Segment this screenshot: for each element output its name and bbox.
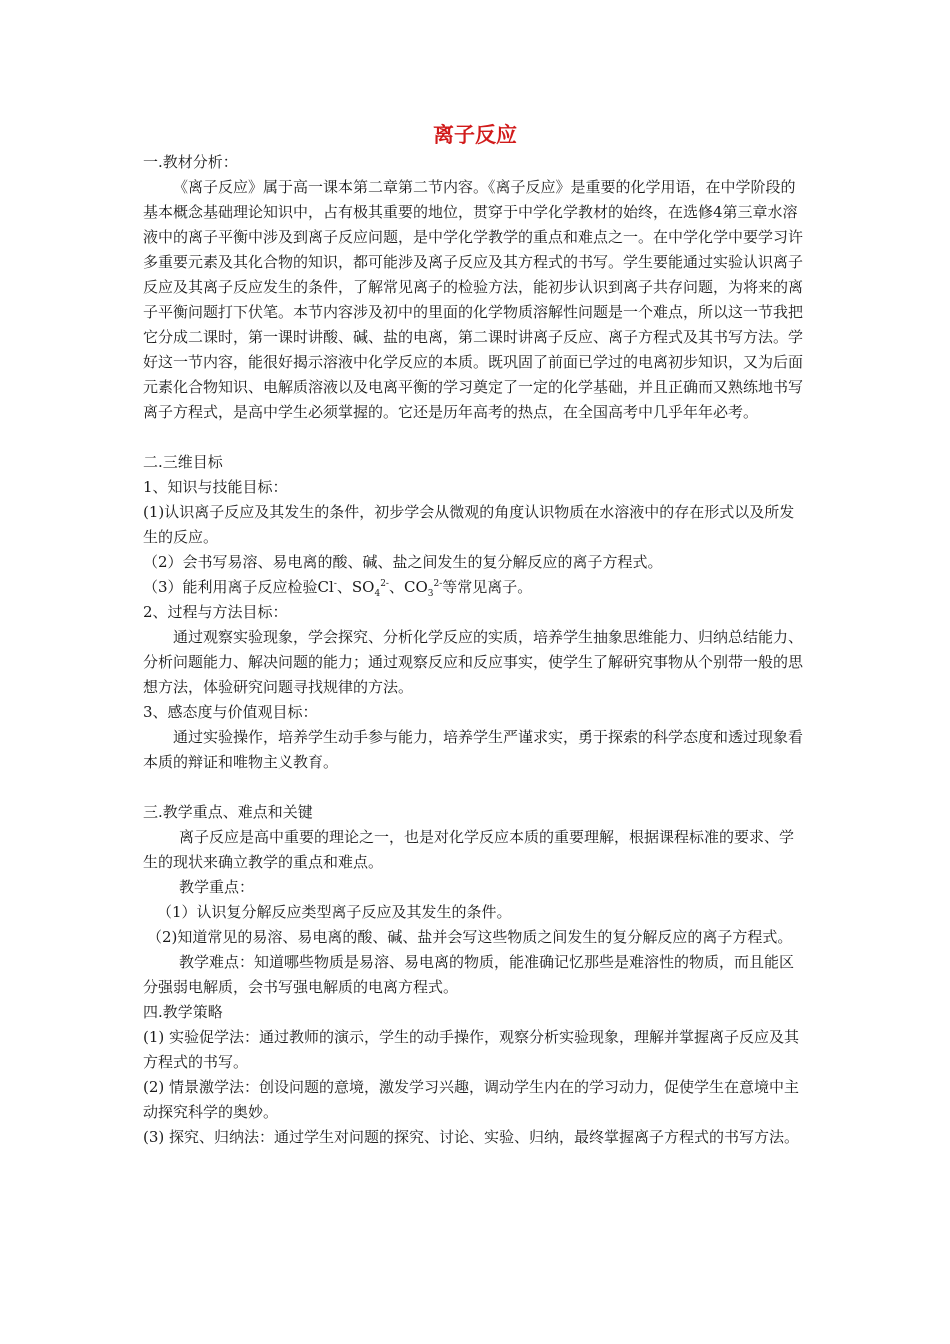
- section-3-paragraph: 离子反应是高中重要的理论之一，也是对化学反应本质的重要理解，根据课程标准的要求、学生的现状来确立教学的重点和难点。: [143, 828, 795, 871]
- process-goal-paragraph: 通过观察实验现象，学会探究、分析化学反应的实质，培养学生抽象思维能力、归纳总结能力、分析问题能力、解决问题的能力；通过观察反应和反应事实，使学生了解研究事物从个别带一般的思想方法，体验研究问题寻找规律的方法。: [143, 628, 804, 696]
- attitude-goal-paragraph: 通过实验操作，培养学生动手参与能力，培养学生严谨求实，勇于探索的科学态度和透过现象看本质的辩证和唯物主义教育。: [143, 728, 804, 771]
- knowledge-goal-item-3: （3）能利用离子反应检验Cl-、$SO_4^{2-}$、$CO_3^{2-}$等常见离子。: [143, 578, 533, 599]
- section-1-paragraph: 《离子反应》属于高一课本第二章第二节内容。《离子反应》是重要的化学用语，在中学阶段的基本概念基础理论知识中，占有极其重要的地位，贯穿于中学化学教材的始终，在选修4第三章水溶液中的离子平衡中涉及到离子反应问题，是中学化学教学的重点和难点之一。在中学化学中要学习许多重要元素及其化合物的知识，都可能涉及离子反应及其方程式的书写。学生要能通过实验认识离子反应及其离子反应发生的条件，了解常见离子的检验方法，能初步认识到离子共存问题，为将来的离子平衡问题打下伏笔。本节内容涉及初中的里面的化学物质溶解性问题是一个难点，所以这一节我把它分成二课时，第一课时讲酸、碱、盐的电离，第二课时讲离子反应、离子方程式及其书写方法。学好这一节内容，能很好揭示溶液中化学反应的本质。既巩固了前面已学过的电离初步知识，又为后面元素化合物知识、电解质溶液以及电离平衡的学习奠定了一定的化学基础，并且正确而又熟练地书写离子方程式，是高中学生必须掌握的。它还是历年高考的热点，在全国高考中几乎年年必考。: [143, 178, 804, 421]
- knowledge-goal-heading: 1、知识与技能目标：: [143, 478, 288, 496]
- knowledge-goal-item-1: (1)认识离子反应及其发生的条件，初步学会从微观的角度认识物质在水溶液中的存在形式以及所发生的反应。: [143, 503, 795, 546]
- teaching-difficulty: 教学难点：知道哪些物质是易溶、易电离的物质，能准确记忆那些是难溶性的物质，而且能区分强弱电解质，会书写强电解质的电离方程式。: [143, 953, 795, 996]
- teaching-focus-item-1: （1）认识复分解反应类型离子反应及其发生的条件。: [157, 903, 512, 921]
- knowledge-goal-item-2: （2）会书写易溶、易电离的酸、碱、盐之间发生的复分解反应的离子方程式。: [143, 553, 663, 571]
- spacer: [143, 425, 807, 450]
- teaching-focus-label: 教学重点：: [179, 878, 255, 896]
- strategy-item-2: (2) 情景激学法：创设问题的意境，激发学习兴趣，调动学生内在的学习动力，促使学生在意境中主动探究科学的奥妙。: [143, 1078, 800, 1121]
- attitude-goal-heading: 3、感态度与价值观目标：: [143, 703, 318, 721]
- carbonate-ion: $CO_3^{2-}$: [404, 578, 443, 599]
- section-1-heading: 一.教材分析：: [143, 153, 238, 171]
- item-3-suffix: 等常见离子。: [442, 578, 533, 596]
- section-2-heading: 二.三维目标: [143, 453, 223, 471]
- section-3-heading: 三.教学重点、难点和关键: [143, 803, 313, 821]
- teaching-focus-item-2: （2)知道常见的易溶、易电离的酸、碱、盐并会写这些物质之间发生的复分解反应的离子方程式。: [147, 928, 793, 946]
- spacer: [143, 775, 807, 800]
- item-3-prefix: （3）能利用离子反应检验: [143, 578, 318, 596]
- document-body: [143, 150, 807, 1150]
- strategy-item-1: (1) 实验促学法：通过教师的演示，学生的动手操作，观察分析实验现象，理解并掌握离子反应及其方程式的书写。: [143, 1028, 800, 1071]
- document-title: 离子反应: [433, 123, 517, 147]
- process-goal-heading: 2、过程与方法目标：: [143, 603, 288, 621]
- section-4-heading: 四.教学策略: [143, 1003, 223, 1021]
- strategy-item-3: (3) 探究、归纳法：通过学生对问题的探究、讨论、实验、归纳，最终掌握离子方程式的书写方法。: [143, 1128, 800, 1146]
- chloride-ion: Cl-: [317, 578, 337, 596]
- sulfate-ion: $SO_4^{2-}$: [351, 578, 389, 599]
